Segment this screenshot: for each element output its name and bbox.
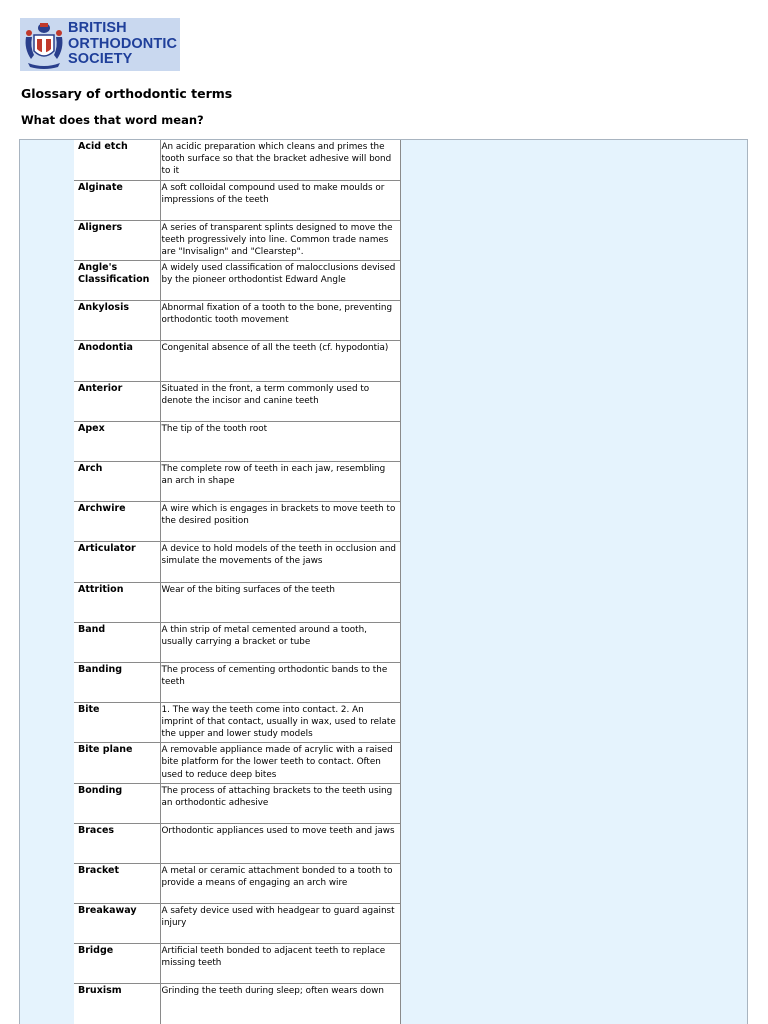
glossary-term: Acid etch [74, 140, 160, 180]
table-row [74, 863, 400, 903]
table-row [74, 381, 400, 421]
table-row [74, 220, 400, 260]
glossary-definition: A device to hold models of the teeth in occlusion and simulate the movements of the jaws [160, 542, 400, 582]
glossary-definition: 1. The way the teeth come into contact. 2. An imprint of that contact, usually in wax, used to relate the upper and lower study models [160, 703, 400, 743]
glossary-term: Articulator [74, 542, 160, 582]
table-row [74, 944, 400, 984]
glossary-term: Bracket [74, 863, 160, 903]
table-row [74, 622, 400, 662]
glossary-term: Attrition [74, 582, 160, 622]
glossary-term: Arch [74, 462, 160, 502]
table-row [74, 542, 400, 582]
glossary-term: Alginate [74, 180, 160, 220]
glossary-definition: Artificial teeth bonded to adjacent teeth to replace missing teeth [160, 944, 400, 984]
table-row [74, 783, 400, 823]
glossary-term: Bite plane [74, 743, 160, 783]
table-row [74, 823, 400, 863]
table-row [74, 904, 400, 944]
page-subtitle: What does that word mean? [21, 113, 204, 127]
glossary-definition: Situated in the front, a term commonly used to denote the incisor and canine teeth [160, 381, 400, 421]
glossary-term: Banding [74, 662, 160, 702]
glossary-definition: The process of cementing orthodontic bands to the teeth [160, 662, 400, 702]
table-row [74, 421, 400, 461]
glossary-definition: A metal or ceramic attachment bonded to a tooth to provide a means of engaging an arch wire [160, 863, 400, 903]
glossary-definition: Grinding the teeth during sleep; often wears down [160, 984, 400, 1024]
glossary-definition: Wear of the biting surfaces of the teeth [160, 582, 400, 622]
logo-line: BRITISH [68, 20, 127, 36]
glossary-definition: Orthodontic appliances used to move teeth and jaws [160, 823, 400, 863]
glossary-table [74, 140, 401, 1024]
table-row [74, 984, 400, 1024]
table-row [74, 140, 400, 180]
logo-wordmark [68, 21, 177, 68]
glossary-definition: A soft colloidal compound used to make moulds or impressions of the teeth [160, 180, 400, 220]
table-row [74, 301, 400, 341]
glossary-term: Band [74, 622, 160, 662]
glossary-definition: A wire which is engages in brackets to move teeth to the desired position [160, 502, 400, 542]
glossary-definition: A removable appliance made of acrylic with a raised bite platform for the lower teeth to contact. Often used to reduce deep bites [160, 743, 400, 783]
glossary-definition: A safety device used with headgear to guard against injury [160, 904, 400, 944]
glossary-definition: Congenital absence of all the teeth (cf. hypodontia) [160, 341, 400, 381]
glossary-definition: The process of attaching brackets to the teeth using an orthodontic adhesive [160, 783, 400, 823]
coat-of-arms-icon [22, 19, 66, 71]
glossary-term: Anodontia [74, 341, 160, 381]
glossary-definition: An acidic preparation which cleans and primes the tooth surface so that the bracket adhesive will bond to it [160, 140, 400, 180]
glossary-term: Bite [74, 703, 160, 743]
glossary-term: Anterior [74, 381, 160, 421]
glossary-term: Bridge [74, 944, 160, 984]
glossary-term: Braces [74, 823, 160, 863]
table-row [74, 180, 400, 220]
glossary-term: Ankylosis [74, 301, 160, 341]
table-row [74, 703, 400, 743]
glossary-definition: A widely used classification of malocclusions devised by the pioneer orthodontist Edward Angle [160, 261, 400, 301]
glossary-term: Aligners [74, 220, 160, 260]
page-title: Glossary of orthodontic terms [21, 86, 233, 101]
table-row [74, 743, 400, 783]
table-row [74, 261, 400, 301]
glossary-term: Archwire [74, 502, 160, 542]
table-row [74, 662, 400, 702]
table-row [74, 582, 400, 622]
table-row [74, 341, 400, 381]
table-row [74, 502, 400, 542]
glossary-term: Breakaway [74, 904, 160, 944]
glossary-definition: A thin strip of metal cemented around a tooth, usually carrying a bracket or tube [160, 622, 400, 662]
glossary-body [74, 140, 400, 1024]
glossary-definition: The complete row of teeth in each jaw, resembling an arch in shape [160, 462, 400, 502]
table-row [74, 462, 400, 502]
glossary-term: Angle's Classification [74, 261, 160, 301]
glossary-term: Apex [74, 421, 160, 461]
glossary-term: Bruxism [74, 984, 160, 1024]
glossary-definition: The tip of the tooth root [160, 421, 400, 461]
glossary-definition: Abnormal fixation of a tooth to the bone, preventing orthodontic tooth movement [160, 301, 400, 341]
glossary-definition: A series of transparent splints designed to move the teeth progressively into line. Common trade names are "Invisalign" and "Clearstep". [160, 220, 400, 260]
bos-logo [20, 18, 180, 71]
glossary-term: Bonding [74, 783, 160, 823]
logo-line: ORTHODONTIC [68, 35, 178, 52]
logo-line: SOCIETY [68, 51, 133, 67]
